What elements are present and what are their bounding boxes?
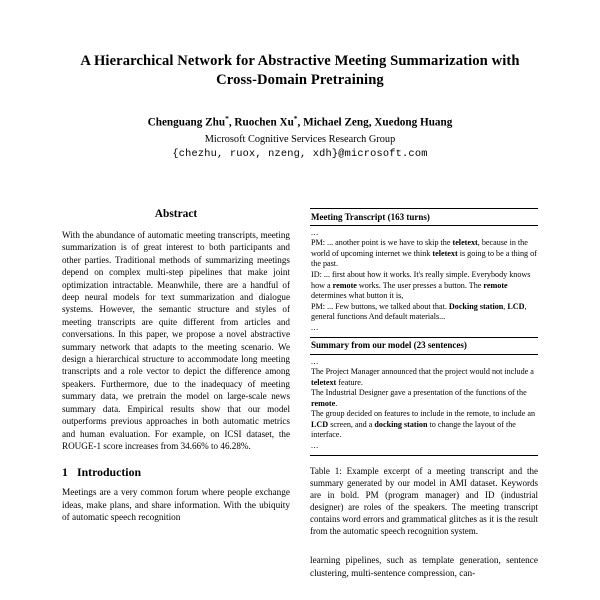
table-caption: Table 1: Example excerpt of a meeting transcript and the summary generated by our model in AMI dataset. Keywords are in bold. PM (program manager) and ID (industrial designer) are roles of the speakers. The meeting transcript contains word errors and grammatical glitches as it is the result from the automatic speech recognition system. bbox=[310, 465, 538, 537]
transcript-text: PM: ... Few buttons, we talked about that. bbox=[311, 301, 449, 311]
keyword-bold: teletext bbox=[452, 238, 478, 248]
transcript-text: ID: ... first about how it works. It's really simple. Everybody knows how a bbox=[311, 270, 531, 290]
summary-line bbox=[311, 388, 537, 409]
summary-text: screen, and a bbox=[328, 419, 375, 429]
summary-line bbox=[311, 367, 537, 388]
author-1-footnote-marker: * bbox=[225, 114, 229, 124]
transcript-box-header: Meeting Transcript (163 turns) bbox=[311, 211, 430, 222]
author-rest: , Michael Zeng, Xuedong Huang bbox=[297, 117, 453, 130]
right-column-body-text: learning pipelines, such as template generation, sentence clustering, multi-sentence compression, can- bbox=[310, 556, 538, 579]
summary-line bbox=[311, 409, 537, 441]
affiliation: Microsoft Cognitive Services Research Group bbox=[204, 133, 396, 145]
transcript-text: , general functions And default materials... bbox=[311, 301, 527, 322]
transcript-text: PM: ... another point is we have to skip the bbox=[311, 238, 453, 248]
transcript-box-body bbox=[310, 226, 538, 336]
summary-text: The Industrial Designer gave a presentation of the functions of the bbox=[311, 388, 527, 398]
transcript-line bbox=[311, 302, 537, 323]
keyword-bold: remote bbox=[483, 280, 508, 290]
transcript-text: , because in the world of upcoming internet we think bbox=[311, 238, 528, 258]
transcript-text: , bbox=[503, 301, 508, 311]
abstract-heading: Abstract bbox=[154, 208, 198, 220]
summary-text: The Project Manager announced that the project would not include a bbox=[311, 367, 534, 377]
abstract-text: With the abundance of automatic meeting transcripts, meeting summarization is of great interest to both participants and other parties. Traditional methods of summarizing meetings depend on complex multi-step pipelines that make joint optimization intractable. Meanwhile, there are a handful of deep neural models for text summarization and dialogue systems. However, the semantic structure and styles of meeting transcripts are quite different from articles and conversations. In this paper, we propose a novel abstractive summary network that adapts to the meeting scenario. We design a hierarchical structure to accommodate long meeting transcripts and a role vector to depict the difference among speakers. Furthermore, due to the inadequacy of meeting summary data, we pretrain the model on large-scale news summary data. Empirical results show that our model outperforms previous approaches in both automatic metrics and human evaluation. For example, on ICSI dataset, the ROUGE-1 score increases from 34.66% to 46.28%. bbox=[62, 230, 290, 451]
transcript-text: works. The user presses a button. The bbox=[356, 280, 484, 290]
introduction-heading bbox=[62, 465, 290, 480]
introduction-paragraph: Meetings are a very common forum where people exchange ideas, make plans, and share information. With the ubiquity of automatic speech recognition bbox=[62, 488, 290, 524]
page-title: A Hierarchical Network for Abstractive Meeting Summarization with Cross-Domain Pretraining bbox=[80, 53, 520, 88]
author-list bbox=[72, 114, 528, 130]
summary-text: . bbox=[335, 398, 338, 408]
transcript-line bbox=[311, 238, 537, 270]
right-column bbox=[310, 208, 538, 587]
summary-box-body bbox=[310, 355, 538, 455]
author-emails: {chezhu, ruox, nzeng, xdh}@microsoft.com bbox=[172, 148, 428, 161]
keyword-bold: LCD bbox=[507, 301, 525, 311]
transcript-ellipsis-top: ... bbox=[311, 228, 319, 238]
summary-text: to change the layout of the interface. bbox=[311, 419, 516, 440]
keyword-bold: teletext bbox=[432, 248, 458, 258]
transcript-text: is going to be a thing of the past. bbox=[311, 248, 537, 269]
author-1: Chenguang Zhu bbox=[147, 117, 226, 130]
summary-text: feature. bbox=[336, 377, 363, 387]
author-2-footnote-marker: * bbox=[293, 114, 298, 124]
keyword-bold: docking station bbox=[374, 419, 428, 429]
summary-ellipsis-top: ... bbox=[311, 357, 319, 367]
keyword-bold: remote bbox=[332, 280, 357, 290]
keyword-bold: remote bbox=[311, 398, 336, 408]
two-column-body bbox=[0, 208, 600, 587]
left-column bbox=[62, 208, 290, 587]
section-number: 1 bbox=[62, 465, 68, 480]
keyword-bold: teletext bbox=[311, 377, 337, 387]
caption-gap bbox=[310, 537, 538, 555]
transcript-ellipsis-bottom: ... bbox=[311, 322, 319, 332]
table-1 bbox=[310, 208, 538, 456]
keyword-bold: LCD bbox=[311, 419, 329, 429]
summary-box-header: Summary from our model (23 sentences) bbox=[311, 340, 467, 351]
title-block bbox=[0, 0, 600, 160]
transcript-text: determines what button it is, bbox=[311, 291, 404, 301]
summary-text: The group decided on features to include in the remote, to include an bbox=[311, 409, 536, 419]
section-title: Introduction bbox=[77, 465, 142, 480]
summary-ellipsis-bottom: ... bbox=[311, 440, 319, 450]
author-separator: , bbox=[228, 117, 235, 130]
author-2: Ruochen Xu bbox=[234, 117, 294, 130]
transcript-line bbox=[311, 270, 537, 302]
keyword-bold: Docking station bbox=[448, 301, 504, 311]
table-bottom-rule bbox=[310, 455, 538, 456]
